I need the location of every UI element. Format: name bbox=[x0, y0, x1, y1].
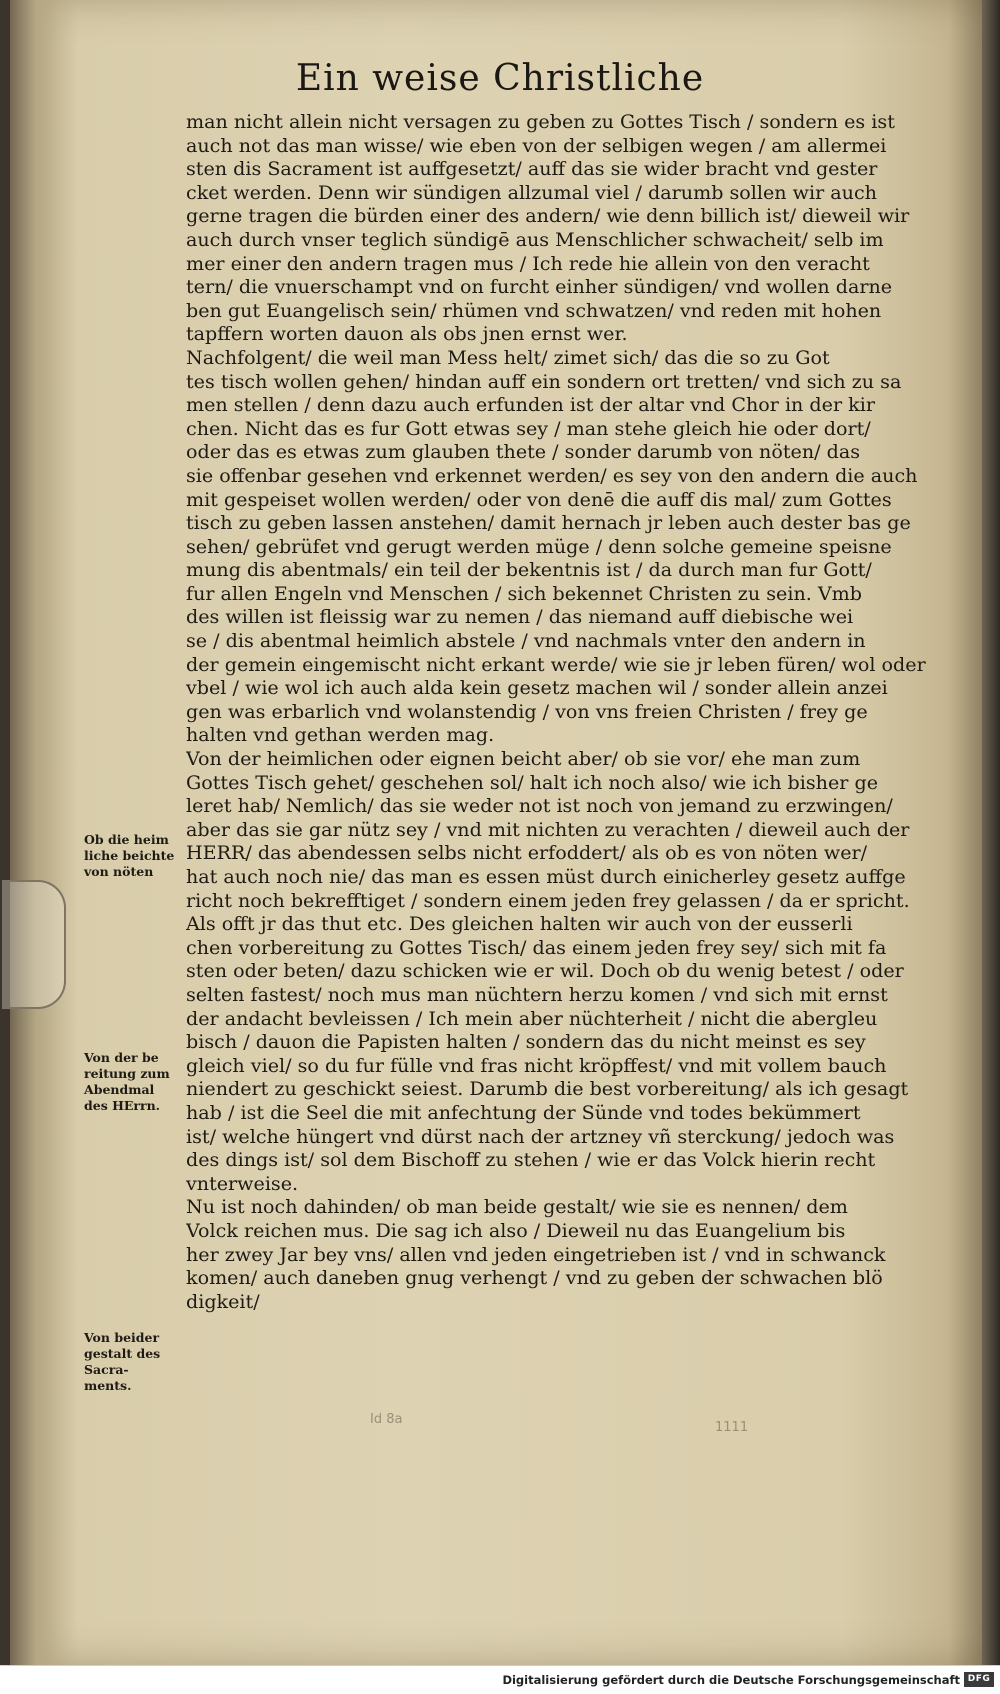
text-line: se / dis abentmal heimlich abstele / vnd nachmals vnter den andern in bbox=[186, 629, 866, 653]
text-line: cket werden. Denn wir sündigen allzumal viel / darumb sollen wir auch bbox=[186, 180, 877, 204]
margin-note-line: reitung zum bbox=[84, 1066, 170, 1081]
text-line: fur allen Engeln vnd Menschen / sich bekennet Christen zu sein. Vmb bbox=[186, 581, 862, 605]
text-line: HERR/ das abendessen selbs nicht erfoddert/ als ob es von nöten wer/ bbox=[186, 841, 868, 865]
text-line: man nicht allein nicht versagen zu geben zu Gottes Tisch / sondern es ist bbox=[186, 110, 895, 133]
text-line: sie offenbar gesehen vnd erkennet werden/ es sey von den andern die auch bbox=[186, 463, 918, 487]
text-line: gleich viel/ so du fur fülle vnd fras nicht kröpffest/ vnd mit vollem bauch bbox=[186, 1053, 887, 1077]
text-line: sehen/ gebrüfet vnd gerugt werden müge / denn solche gemeine speisne bbox=[186, 534, 892, 558]
text-line: leret hab/ Nemlich/ das sie weder not ist noch von jemand zu erzwingen/ bbox=[186, 794, 893, 818]
text-line: aber das sie gar nütz sey / vnd mit nichten zu verachten / dieweil auch der bbox=[186, 817, 910, 841]
text-line: niendert zu geschickt seiest. Darumb die best vorbereitung/ als ich gesagt bbox=[186, 1077, 909, 1101]
text-line: ist/ welche hüngert vnd dürst nach der artzney vñ sterckung/ jedoch was bbox=[186, 1124, 895, 1148]
text-line: tern/ die vnuerschampt vnd on furcht einher sündigen/ vnd wollen darne bbox=[186, 275, 893, 299]
margin-note-beichte bbox=[84, 832, 180, 880]
text-line: Gottes Tisch gehet/ geschehen sol/ halt ich noch also/ wie ich bisher ge bbox=[186, 770, 878, 794]
text-line: tisch zu geben lassen anstehen/ damit hernach jr leben auch dester bas ge bbox=[186, 511, 911, 535]
text-line: Als offt jr das thut etc. Des gleichen halten wir auch von der eusserli bbox=[186, 912, 853, 936]
text-line: des dings ist/ sol dem Bischoff zu stehen / wie er das Volck hierin recht bbox=[186, 1148, 876, 1172]
margin-note-line: Sacra- bbox=[84, 1362, 129, 1377]
margin-note-line: Abendmal bbox=[84, 1082, 155, 1097]
text-line: mung dis abentmals/ ein teil der bekentnis ist / da durch man fur Gott/ bbox=[186, 558, 872, 582]
dfg-logo: DFG bbox=[964, 1672, 994, 1687]
text-line: der andacht bevleissen / Ich mein aber nüchterheit / nicht die abergleu bbox=[186, 1006, 878, 1030]
margin-note-bereitung bbox=[84, 1050, 180, 1114]
text-line: vnterweise. bbox=[186, 1171, 299, 1195]
text-line: selten fastest/ noch mus man nüchtern herzu komen / vnd sich mit ernst bbox=[186, 982, 888, 1006]
text-line: Volck reichen mus. Die sag ich also / Dieweil nu das Euangelium bis bbox=[186, 1218, 846, 1242]
text-line: Nachfolgent/ die weil man Mess helt/ zimet sich/ das die so zu Got bbox=[186, 345, 830, 369]
text-line: gen was erbarlich vnd wolanstendig / von vns freien Christen / frey ge bbox=[186, 699, 868, 723]
text-line: bisch / dauon die Papisten halten / sondern das du nicht meinst es sey bbox=[186, 1030, 866, 1054]
book-edge bbox=[0, 0, 10, 1665]
running-header: Ein weise Christliche bbox=[295, 58, 705, 99]
text-line: Von der heimlichen oder eignen beicht aber/ ob sie vor/ ehe man zum bbox=[186, 747, 861, 771]
text-line: digkeit/ bbox=[186, 1289, 260, 1313]
text-line: der gemein eingemischt nicht erkant werde/ wie sie jr leben füren/ wol oder bbox=[186, 652, 926, 676]
margin-note-line: Von beider bbox=[84, 1330, 160, 1345]
text-line: hat auch noch nie/ das man es essen müst durch einicherley gesetz auffge bbox=[186, 865, 906, 888]
text-line: chen vorbereitung zu Gottes Tisch/ das einem jeden frey sey/ sich mit fa bbox=[186, 935, 887, 959]
text-line: sten dis Sacrament ist auffgesetzt/ auff das sie wider bracht vnd gester bbox=[186, 157, 878, 181]
bookmark-tab bbox=[2, 880, 66, 1009]
text-line: gerne tragen die bürden einer des andern/ wie denn billich ist/ dieweil wir bbox=[186, 204, 910, 228]
text-line: tes tisch wollen gehen/ hindan auff ein sondern ort tretten/ vnd sich zu sa bbox=[186, 369, 902, 393]
text-line: sten oder beten/ dazu schicken wie er wil. Doch ob du wenig betest / oder bbox=[186, 959, 904, 983]
text-line: chen. Nicht das es fur Gott etwas sey / man stehe gleich hie oder dort/ bbox=[186, 416, 871, 440]
margin-note-gestalt bbox=[84, 1330, 180, 1394]
text-line: komen/ auch daneben gnug verhengt / vnd zu geben der schwachen blö bbox=[186, 1266, 883, 1290]
faint-stamp-1: Id 8a bbox=[370, 1412, 403, 1427]
footer-bar bbox=[0, 1665, 1000, 1694]
text-line: richt noch bekrefftiget / sondern einem jeden frey gelassen / da er spricht. bbox=[186, 888, 910, 912]
text-line: halten vnd gethan werden mag. bbox=[186, 723, 495, 747]
margin-note-line: Von der be bbox=[84, 1050, 159, 1065]
margin-note-line: Ob die heim bbox=[84, 832, 169, 847]
body-text bbox=[186, 110, 946, 1313]
text-line: auch not das man wisse/ wie eben von der selbigen wegen / am allermei bbox=[186, 133, 887, 157]
margin-note-line: des HErrn. bbox=[84, 1098, 161, 1113]
text-line: mer einer den andern tragen mus / Ich rede hie allein von den veracht bbox=[186, 251, 870, 275]
page-edge-shadow bbox=[982, 0, 1000, 1665]
footer-credit: Digitalisierung gefördert durch die Deutsche Forschungsgemeinschaft bbox=[502, 1673, 960, 1687]
text-line: ben gut Euangelisch sein/ rhümen vnd schwatzen/ vnd reden mit hohen bbox=[186, 298, 882, 322]
text-line: men stellen / denn dazu auch erfunden ist der altar vnd Chor in der kir bbox=[186, 393, 875, 417]
text-line: tapffern worten dauon als obs jnen ernst wer. bbox=[186, 322, 628, 346]
text-line: des willen ist fleissig war zu nemen / das niemand auff diebische wei bbox=[186, 605, 854, 629]
faint-stamp-2: 1111 bbox=[715, 1420, 749, 1435]
margin-note-line: liche beichte bbox=[84, 848, 175, 863]
text-line: mit gespeiset wollen werden/ oder von denē die auff dis mal/ zum Gottes bbox=[186, 487, 892, 511]
margin-note-line: gestalt des bbox=[84, 1346, 161, 1361]
text-line: vbel / wie wol ich auch alda kein gesetz machen wil / sonder allein anzei bbox=[186, 676, 888, 700]
margin-note-line: ments. bbox=[84, 1378, 132, 1393]
text-line: hab / ist die Seel die mit anfechtung der Sünde vnd todes bekümmert bbox=[186, 1100, 861, 1124]
text-line: Nu ist noch dahinden/ ob man beide gestalt/ wie sie es nennen/ dem bbox=[186, 1195, 848, 1219]
margin-note-line: von nöten bbox=[84, 864, 154, 879]
page-binding-shadow bbox=[8, 0, 78, 1665]
text-line: oder das es etwas zum glauben thete / sonder darumb von nöten/ das bbox=[186, 440, 861, 464]
text-line: auch durch vnser teglich sündigē aus Menschlicher schwacheit/ selb im bbox=[186, 227, 884, 251]
text-line: her zwey Jar bey vns/ allen vnd jeden eingetrieben ist / vnd in schwanck bbox=[186, 1242, 886, 1266]
